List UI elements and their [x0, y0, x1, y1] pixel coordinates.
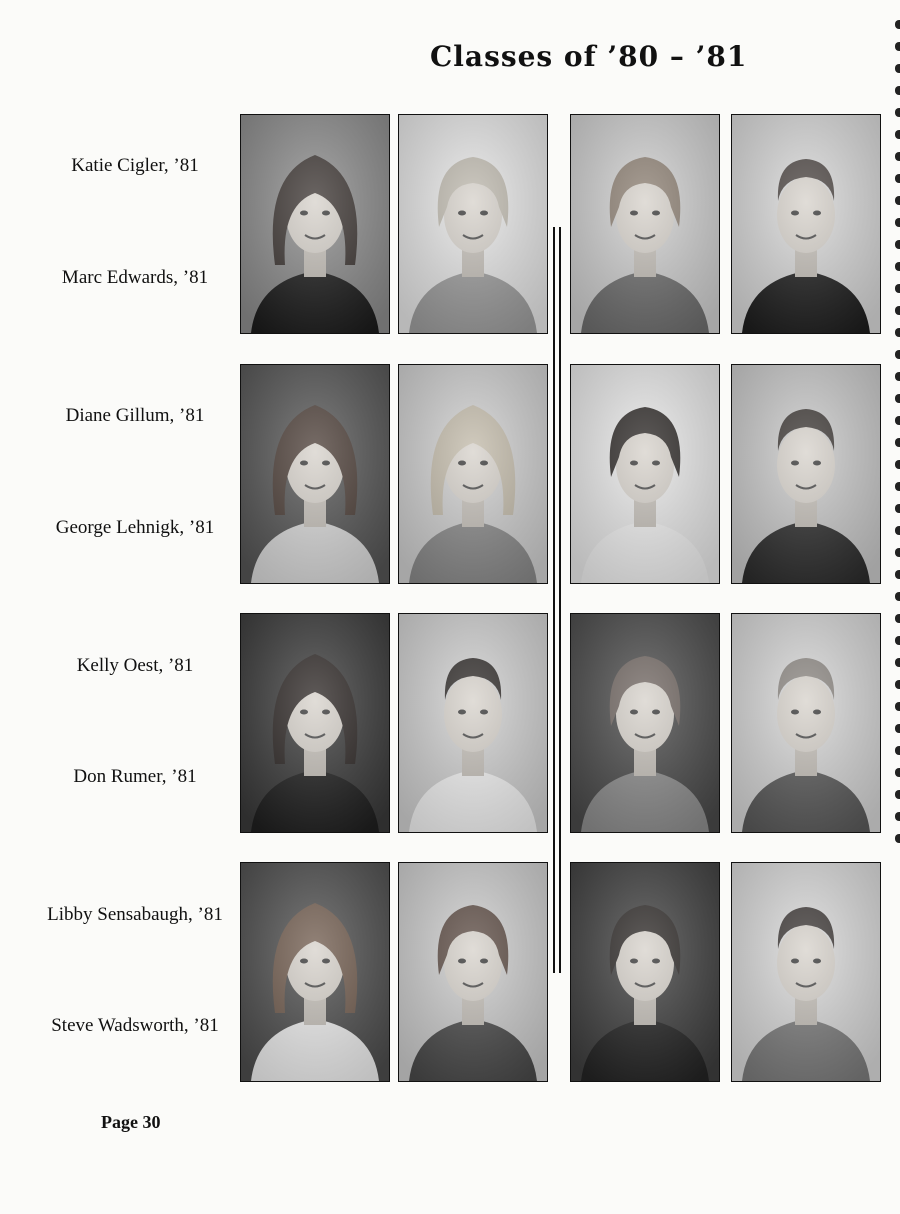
- portrait-photo: [570, 114, 720, 334]
- binding-hole: [895, 614, 900, 623]
- name-label: Katie Cigler, ’81: [71, 155, 199, 176]
- binding-hole: [895, 328, 900, 337]
- portrait-photo: [398, 364, 548, 584]
- binding-hole: [895, 42, 900, 51]
- page-title: Classes of ’80 – ’81: [430, 40, 748, 73]
- binding-hole: [895, 174, 900, 183]
- name-label: Kelly Oest, ’81: [76, 655, 194, 676]
- binding-hole: [895, 64, 900, 73]
- binding-hole: [895, 482, 900, 491]
- portrait-photo: [398, 862, 548, 1082]
- binding-hole: [895, 108, 900, 117]
- binding-hole: [895, 306, 900, 315]
- portrait-photo: [240, 613, 390, 833]
- binding-hole: [895, 548, 900, 557]
- name-label: Libby Sensabaugh, ’81: [47, 904, 223, 925]
- portrait-photo: [731, 364, 881, 584]
- binding-hole: [895, 680, 900, 689]
- binding-hole: [895, 130, 900, 139]
- binding-hole: [895, 834, 900, 843]
- binding-hole: [895, 812, 900, 821]
- portrait-photo: [398, 114, 548, 334]
- portrait-photo: [240, 114, 390, 334]
- binding-hole: [895, 218, 900, 227]
- binding-hole: [895, 504, 900, 513]
- page-number: Page 30: [101, 1112, 161, 1132]
- binding-hole: [895, 262, 900, 271]
- name-label: Don Rumer, ’81: [73, 766, 197, 787]
- portrait-photo: [731, 862, 881, 1082]
- portrait-photo: [731, 613, 881, 833]
- binding-hole: [895, 20, 900, 29]
- binding-hole: [895, 592, 900, 601]
- binding-hole: [895, 526, 900, 535]
- binding-hole: [895, 284, 900, 293]
- portrait-photo: [240, 364, 390, 584]
- binding-hole: [895, 658, 900, 667]
- name-label: Diane Gillum, ’81: [65, 405, 205, 426]
- binding-hole: [895, 724, 900, 733]
- binding-hole: [895, 702, 900, 711]
- portrait-photo: [570, 364, 720, 584]
- binding-hole: [895, 86, 900, 95]
- portrait-photo: [240, 862, 390, 1082]
- binding-hole: [895, 570, 900, 579]
- name-label: Steve Wadsworth, ’81: [51, 1015, 219, 1036]
- binding-hole: [895, 790, 900, 799]
- column-divider: [553, 227, 563, 973]
- name-label: George Lehnigk, ’81: [55, 517, 215, 538]
- binding-hole: [895, 746, 900, 755]
- binding-hole: [895, 350, 900, 359]
- binding-holes: [892, 20, 900, 880]
- binding-hole: [895, 196, 900, 205]
- binding-hole: [895, 394, 900, 403]
- portrait-photo: [398, 613, 548, 833]
- binding-hole: [895, 636, 900, 645]
- portrait-photo: [570, 862, 720, 1082]
- portrait-photo: [731, 114, 881, 334]
- binding-hole: [895, 372, 900, 381]
- binding-hole: [895, 240, 900, 249]
- binding-hole: [895, 416, 900, 425]
- binding-hole: [895, 438, 900, 447]
- binding-hole: [895, 460, 900, 469]
- portrait-photo: [570, 613, 720, 833]
- name-label: Marc Edwards, ’81: [61, 267, 209, 288]
- binding-hole: [895, 152, 900, 161]
- binding-hole: [895, 768, 900, 777]
